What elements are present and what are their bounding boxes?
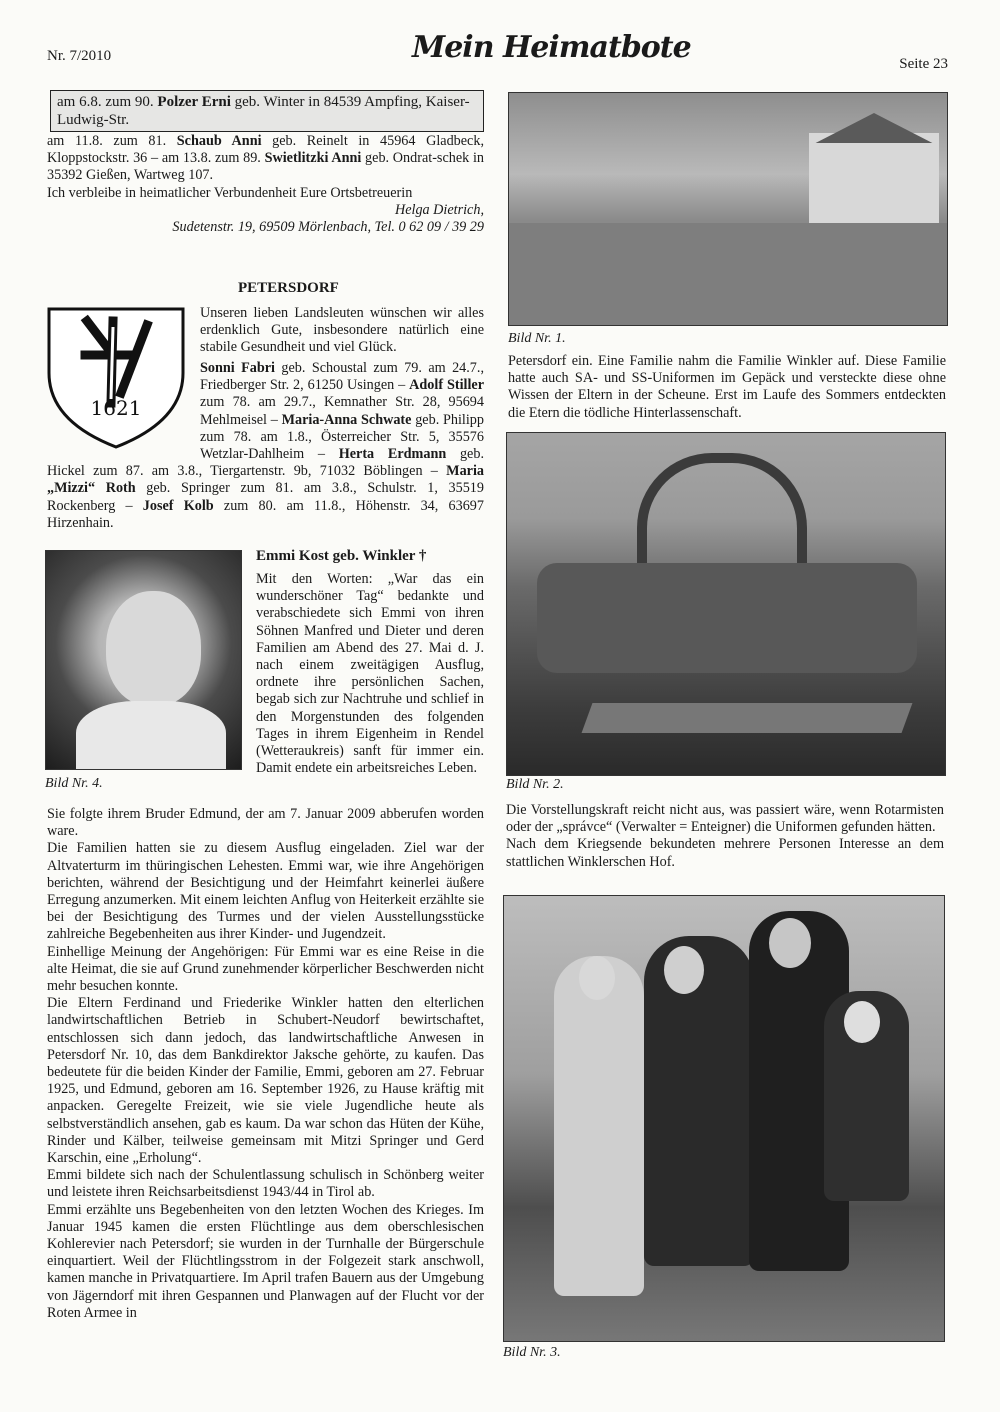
person-name: Schaub Anni [176,133,262,149]
caption-bild-3: Bild Nr. 3. [503,1345,561,1360]
box-text-2: geb. Winter in 84539 Ampfing, Kaiser-Ludwig-Str. [57,94,470,128]
text-span: geb. Ondrat-schek in 35392 Gießen, Wartweg 107. [47,150,484,184]
right-text-2 [506,802,944,871]
caption-bild-1: Bild Nr. 1. [508,331,566,346]
section-heading-petersdorf: PETERSDORF [238,280,339,296]
text-span: geb. Springer zum 81. am 3.8., Schulstr. 1, 35519 Rockenberg – [47,480,484,514]
petersdorf-birthday-text [47,360,484,532]
petersdorf-intro: Unseren lieben Landsleuten wünschen wir alles erdenklich Gute, insbesondere natürlich eine stabile Gesundheit und viel Glück. [200,305,484,356]
body-paragraph: Die Familien hatten sie zu diesem Ausflug eingeladen. Ziel war der Altvaterturm im thüringischen Lehesten. Emmi war, wie ihre Angehörigen berichten, während der Besichtigung und der Heimfahrt keinerlei äußere Erregung anzumerken. Mit einem leichten Anflug von Heiterkeit erzählte sie bei der Besichtigung des Turmes und der vielen Ausstellungsstücke zahlreiche Begebenheiten aus ihrer Kinder- und Jugendzeit. [47,840,484,943]
body-paragraph: Einhellige Meinung der Angehörigen: Für Emmi war es eine Reise in die alte Heimat, die sie auf Grund zunehmender körperlicher Beschwerden nicht mehr besuchen konnte. [47,943,484,995]
highlighted-birthday-box [50,90,484,132]
caption-bild-2: Bild Nr. 2. [506,777,564,792]
text-span: geb. Schoustal zum 79. am 24.7., Friedberger Str. 2, 61250 Usingen – [200,360,484,394]
obituary-intro-text: Mit den Worten: „War das ein wunderschöner Tag“ bedankte und verabschiedete sich Emmi von ihren Söhnen Manfred und Dieter und deren Familien am Abend des 27. Mai d. J. nach einem zweitägigen Ausflug, ordnete ihre persönlichen Sachen, begab sich zur Nachtruhe und schlief in den Morgenstunden des folgenden Tages in ihrem Eigenheim in Rendel (Wetteraukreis) sanft für immer ein. Damit endete ein arbeitsreiches Leben. [256,571,484,777]
text-span: geb. Philipp zum 78. am 1.8., Österreicher Str. 5, 35576 Wetzlar-Dahlheim – [200,411,484,463]
box-name: Polzer Erni [157,94,231,110]
right-text-1: Petersdorf ein. Eine Familie nahm die Familie Winkler auf. Diese Familie hatte auch SA- und SS-Uniformen im Gepäck und versteckte diese ohne Wissen der Eltern in der Scheune. Erst im Laufe des Sommers entdeckten die Etern die tödliche Hinterlassenschaft. [508,353,946,421]
person-name: Sonni Fabri [200,360,275,376]
issue-number: Nr. 7/2010 [47,48,112,64]
body-paragraph: Emmi erzählte uns Begebenheiten von den letzten Wochen des Krieges. Im Januar 1945 kamen die ersten Flüchtlinge aus dem oberschlesischen Kohlerevier nach Petersdorf; sie wurden in der Turnhalle der Bürgerschule einquartiert. Weil der Flüchtlingsstrom in der Folgezeit stark anschwoll, kamen manche in Privatquartiere. Im April trafen Bauern aus der Umgebung von Jägerndorf mit ihren Gespannen und Planwagen auf der Flucht vor der Roten Armee in [47,1201,484,1321]
farmhouse-photo-bild-1 [508,92,948,326]
text-span: geb. Hickel zum 87. am 3.8., Tiergartenstr. 9b, 71032 Böblingen – [47,446,484,480]
petersdorf-intro-block [200,305,484,357]
signature-address: Sudetenstr. 19, 69509 Mörlenbach, Tel. 0 62 09 / 39 29 [172,219,484,236]
obituary-body [47,806,484,1322]
family-photo-bild-3 [503,895,945,1342]
body-paragraph: Die Eltern Ferdinand und Friederike Winkler hatten den elterlichen landwirtschaftlichen Betrieb in Schubert-Neudorf bewirtschaftet, entschlossen sich dann jedoch, das landwirtschaftliche Anwesen in Petersdorf Nr. 10, das dem Bankdirektor Jaksche gehörte, zu kaufen. Das bedeutete für die beiden Kinder der Familie, Emmi, geboren am 27. Februar 1925, und Edmund, geboren am 16. September 1926, zu Hause kräftig mit anpacken. Geregelte Freizeit, wie sie viele Jugendliche heute als selbstverständlich ansehen, gab es kaum. Da war schon das Hüten der Kühe, Rinder und Kälber, teilweise gemeinsam mit Mitzi Springer und Gerd Karschin, eine „Erholung“. [47,995,484,1167]
obituary-intro [256,571,484,777]
person-name: Josef Kolb [142,497,214,514]
person-name: Adolf Stiller [409,377,484,394]
text-span: geb. Reinelt in 45964 Gladbeck, Kloppstockstr. 36 – am 13.8. zum 89. [47,133,484,167]
caption-bild-4: Bild Nr. 4. [45,776,103,791]
birthday-list-continued [47,133,484,236]
body-paragraph: Sie folgte ihrem Bruder Edmund, der am 7. Januar 2009 abberufen worden ware. [47,806,484,840]
masthead-title: Mein Heimatbote [412,30,691,65]
person-name: Maria-Anna Schwate [281,411,412,428]
body-paragraph: Nach dem Kriegsende bekundeten mehrere Personen Interesse an dem stattlichen Winklerschen Hof. [506,836,944,870]
body-paragraph: Emmi bildete sich nach der Schulentlassung schulisch in Schönberg weiter und leistete ihren Reichsarbeitsdienst 1943/44 in Tirol ab. [47,1167,484,1201]
text-span: zum 78. am 29.7., Kemnather Str. 28, 95694 Mehlmeisel – [200,394,484,428]
person-name: Herta Erdmann [338,446,447,463]
box-text: am 6.8. zum 90. [57,94,158,110]
person-name: Maria „Mizzi“ Roth [47,463,484,497]
signature-name: Helga Dietrich, [394,201,484,218]
crest-year: 1621 [90,396,142,420]
text-span: zum 80. am 11.8., Höhenstr. 34, 63697 Hirzenhain. [47,497,484,531]
body-paragraph: Die Vorstellungskraft reicht nicht aus, was passiert wäre, wenn Rotarmisten oder der „správce“ (Verwalter = Enteigner) die Uniformen gefunden hätten. [506,802,944,836]
group-photo-bild-2 [506,432,946,776]
portrait-photo-bild-4 [45,550,242,770]
birthday-paragraph [47,133,484,185]
text-span: am 11.8. zum 81. [47,133,177,149]
person-name: Swietlitzki Anni [264,150,362,167]
closing-line: Ich verbleibe in heimatlicher Verbundenheit Eure Ortsbetreuerin [47,184,413,201]
obituary-heading: Emmi Kost geb. Winkler † [256,548,427,564]
page-number: Seite 23 [899,56,948,72]
